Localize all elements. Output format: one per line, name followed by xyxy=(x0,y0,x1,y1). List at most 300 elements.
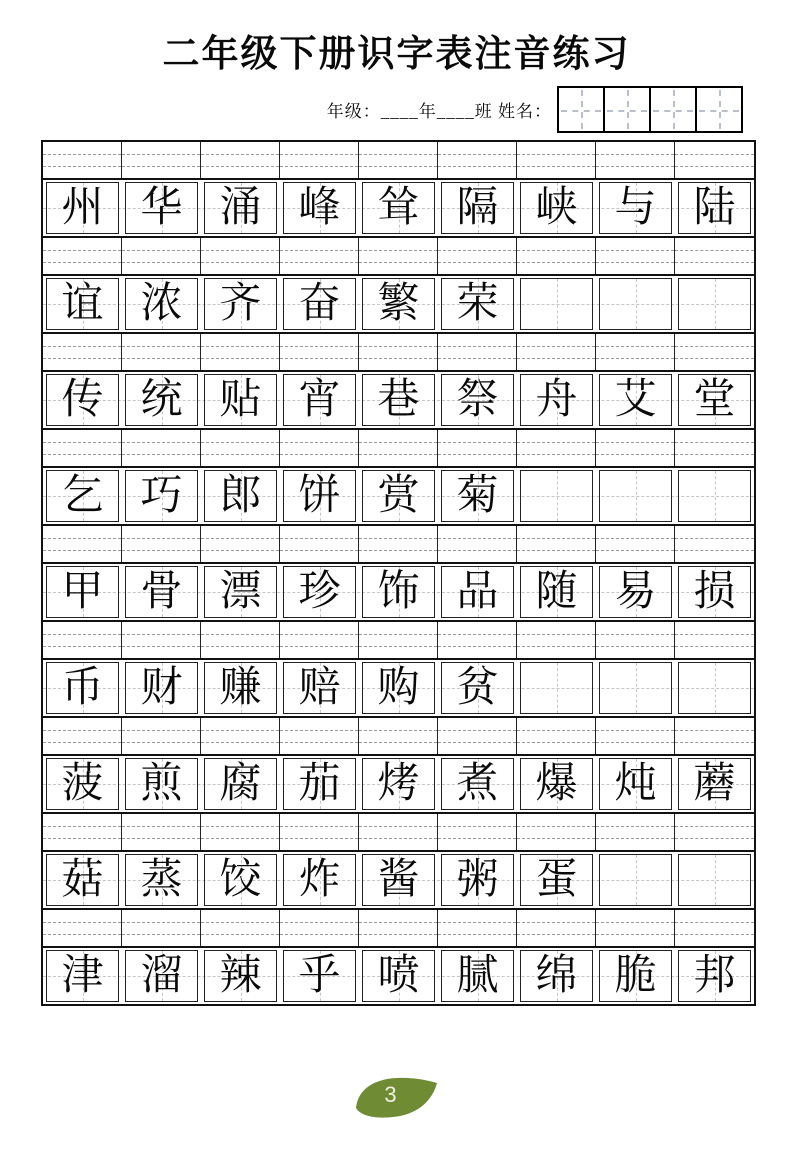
character-cell xyxy=(122,468,201,524)
tianzige-box xyxy=(283,278,356,330)
tianzige-box xyxy=(362,374,435,426)
character-glyph: 峡 xyxy=(535,184,578,231)
character-row xyxy=(43,466,754,526)
pinyin-cell xyxy=(438,622,517,658)
character-glyph: 腐 xyxy=(219,760,262,807)
pinyin-row xyxy=(43,334,754,370)
tianzige-box xyxy=(441,950,514,1002)
tianzige-box xyxy=(46,758,119,810)
pinyin-cell xyxy=(280,334,359,370)
pinyin-cell xyxy=(438,142,517,178)
pinyin-cell xyxy=(596,142,675,178)
character-glyph: 币 xyxy=(61,664,104,711)
tianzige-box-empty xyxy=(599,278,672,330)
tianzige-box xyxy=(599,950,672,1002)
character-cell xyxy=(43,564,122,620)
character-glyph: 蒸 xyxy=(140,856,183,903)
pinyin-cell xyxy=(43,718,122,754)
character-glyph: 易 xyxy=(614,568,657,615)
tianzige-box xyxy=(204,470,277,522)
tianzige-box xyxy=(520,950,593,1002)
pinyin-cell xyxy=(280,142,359,178)
character-cell xyxy=(675,468,754,524)
character-cell xyxy=(517,948,596,1004)
character-cell xyxy=(359,852,438,908)
character-cell xyxy=(675,660,754,716)
character-row xyxy=(43,754,754,814)
tianzige-box-empty xyxy=(678,470,751,522)
pinyin-cell xyxy=(517,622,596,658)
tianzige-box xyxy=(125,662,198,714)
pinyin-cell xyxy=(122,622,201,658)
pinyin-cell xyxy=(201,142,280,178)
tianzige-box-empty xyxy=(520,662,593,714)
pinyin-cell xyxy=(359,430,438,466)
tianzige-box xyxy=(599,758,672,810)
pinyin-cell xyxy=(280,526,359,562)
pinyin-cell xyxy=(43,142,122,178)
character-cell xyxy=(122,180,201,236)
pinyin-cell xyxy=(438,334,517,370)
tianzige-box-empty xyxy=(678,662,751,714)
tianzige-box xyxy=(204,758,277,810)
character-cell xyxy=(596,468,675,524)
tianzige-box xyxy=(678,758,751,810)
character-glyph: 陆 xyxy=(693,184,736,231)
character-glyph: 爆 xyxy=(535,760,578,807)
tianzige-box xyxy=(283,566,356,618)
pinyin-cell xyxy=(596,910,675,946)
tianzige-box xyxy=(520,854,593,906)
character-glyph: 巷 xyxy=(377,376,420,423)
pinyin-cell xyxy=(43,814,122,850)
tianzige-box xyxy=(599,374,672,426)
character-row xyxy=(43,274,754,334)
tianzige-box xyxy=(283,182,356,234)
pinyin-cell xyxy=(122,430,201,466)
character-row xyxy=(43,658,754,718)
character-glyph: 煮 xyxy=(456,760,499,807)
character-glyph: 舟 xyxy=(535,376,578,423)
pinyin-cell xyxy=(122,142,201,178)
character-cell xyxy=(280,660,359,716)
character-row xyxy=(43,562,754,622)
tianzige-box-empty xyxy=(678,278,751,330)
character-glyph: 漂 xyxy=(219,568,262,615)
tianzige-box xyxy=(46,566,119,618)
character-cell xyxy=(122,372,201,428)
tianzige-box xyxy=(441,854,514,906)
pinyin-cell xyxy=(438,814,517,850)
tianzige-box xyxy=(520,758,593,810)
pinyin-row xyxy=(43,910,754,946)
pinyin-cell xyxy=(201,430,280,466)
pinyin-row xyxy=(43,526,754,562)
character-cell xyxy=(438,756,517,812)
character-glyph: 损 xyxy=(693,568,736,615)
character-cell xyxy=(201,372,280,428)
pinyin-row xyxy=(43,142,754,178)
character-glyph: 珍 xyxy=(298,568,341,615)
pinyin-cell xyxy=(438,238,517,274)
character-cell xyxy=(280,756,359,812)
character-cell xyxy=(596,372,675,428)
pinyin-cell xyxy=(280,430,359,466)
pinyin-cell xyxy=(122,718,201,754)
tianzige-box xyxy=(204,950,277,1002)
tianzige-box xyxy=(125,758,198,810)
grade-class-name-label: 年级：____年____班 姓名： xyxy=(326,102,552,122)
pinyin-cell xyxy=(517,142,596,178)
character-cell xyxy=(122,948,201,1004)
character-glyph: 荣 xyxy=(456,280,499,327)
pinyin-cell xyxy=(201,334,280,370)
pinyin-cell xyxy=(122,334,201,370)
pinyin-cell xyxy=(359,334,438,370)
character-glyph: 购 xyxy=(377,664,420,711)
character-glyph: 耸 xyxy=(377,184,420,231)
pinyin-cell xyxy=(517,526,596,562)
page-title: 二年级下册识字表注音练习 xyxy=(162,34,631,75)
tianzige-box xyxy=(678,182,751,234)
character-glyph: 涌 xyxy=(219,184,262,231)
pinyin-cell xyxy=(596,814,675,850)
character-glyph: 贴 xyxy=(219,376,262,423)
character-cell xyxy=(438,468,517,524)
character-glyph: 贫 xyxy=(456,664,499,711)
pinyin-cell xyxy=(43,430,122,466)
pinyin-row xyxy=(43,430,754,466)
pinyin-cell xyxy=(596,526,675,562)
character-glyph: 奋 xyxy=(298,280,341,327)
character-cell xyxy=(280,564,359,620)
character-glyph: 繁 xyxy=(377,280,420,327)
character-cell xyxy=(201,468,280,524)
character-cell xyxy=(438,372,517,428)
character-glyph: 品 xyxy=(456,568,499,615)
character-glyph: 骨 xyxy=(140,568,183,615)
tianzige-box-empty xyxy=(678,854,751,906)
character-cell xyxy=(596,660,675,716)
tianzige-box xyxy=(283,950,356,1002)
tianzige-box xyxy=(441,278,514,330)
character-cell xyxy=(201,756,280,812)
character-glyph: 酱 xyxy=(377,856,420,903)
name-grid-cell xyxy=(559,88,603,131)
pinyin-cell xyxy=(201,238,280,274)
tianzige-box xyxy=(599,182,672,234)
pinyin-cell xyxy=(438,718,517,754)
tianzige-box-empty xyxy=(520,278,593,330)
character-glyph: 饺 xyxy=(219,856,262,903)
character-cell xyxy=(438,564,517,620)
pinyin-cell xyxy=(359,910,438,946)
tianzige-box xyxy=(678,950,751,1002)
character-cell xyxy=(201,276,280,332)
character-cell xyxy=(280,852,359,908)
tianzige-box xyxy=(125,566,198,618)
character-glyph: 乞 xyxy=(61,472,104,519)
character-glyph: 菇 xyxy=(61,856,104,903)
pinyin-cell xyxy=(43,622,122,658)
pinyin-cell xyxy=(596,718,675,754)
tianzige-box xyxy=(46,278,119,330)
tianzige-box xyxy=(46,470,119,522)
tianzige-box-empty xyxy=(520,470,593,522)
pinyin-cell xyxy=(359,622,438,658)
character-cell xyxy=(122,276,201,332)
tianzige-box xyxy=(362,566,435,618)
character-glyph: 隔 xyxy=(456,184,499,231)
character-cell xyxy=(517,756,596,812)
tianzige-box xyxy=(520,374,593,426)
character-cell xyxy=(359,180,438,236)
character-glyph: 溜 xyxy=(140,952,183,999)
character-cell xyxy=(201,564,280,620)
character-cell xyxy=(517,276,596,332)
character-cell xyxy=(43,660,122,716)
character-cell xyxy=(43,468,122,524)
character-glyph: 财 xyxy=(140,664,183,711)
pinyin-cell xyxy=(122,910,201,946)
character-glyph: 邦 xyxy=(693,952,736,999)
tianzige-box xyxy=(46,950,119,1002)
character-glyph: 赏 xyxy=(377,472,420,519)
pinyin-row xyxy=(43,814,754,850)
character-glyph: 饰 xyxy=(377,568,420,615)
character-glyph: 菊 xyxy=(456,472,499,519)
character-glyph: 谊 xyxy=(61,280,104,327)
character-cell xyxy=(675,852,754,908)
name-grid-cell xyxy=(695,88,741,131)
character-cell xyxy=(43,372,122,428)
character-cell xyxy=(596,756,675,812)
character-glyph: 绵 xyxy=(535,952,578,999)
tianzige-box xyxy=(204,278,277,330)
pinyin-cell xyxy=(438,526,517,562)
character-glyph: 炸 xyxy=(298,856,341,903)
tianzige-box xyxy=(283,470,356,522)
pinyin-cell xyxy=(517,910,596,946)
character-glyph: 蛋 xyxy=(535,856,578,903)
pinyin-cell xyxy=(517,334,596,370)
character-cell xyxy=(43,852,122,908)
pinyin-row xyxy=(43,718,754,754)
tianzige-box xyxy=(362,470,435,522)
character-glyph: 郎 xyxy=(219,472,262,519)
character-cell xyxy=(438,660,517,716)
character-glyph: 巧 xyxy=(140,472,183,519)
character-row xyxy=(43,370,754,430)
pinyin-cell xyxy=(280,238,359,274)
character-cell xyxy=(201,180,280,236)
pinyin-cell xyxy=(122,526,201,562)
character-glyph: 艾 xyxy=(614,376,657,423)
character-cell xyxy=(359,660,438,716)
character-cell xyxy=(359,756,438,812)
character-glyph: 炖 xyxy=(614,760,657,807)
character-cell xyxy=(122,756,201,812)
tianzige-box xyxy=(599,566,672,618)
tianzige-box xyxy=(204,566,277,618)
character-glyph: 州 xyxy=(61,184,104,231)
pinyin-row xyxy=(43,238,754,274)
character-glyph: 祭 xyxy=(456,376,499,423)
worksheet-table xyxy=(41,140,756,1006)
tianzige-box xyxy=(125,854,198,906)
character-cell xyxy=(359,468,438,524)
pinyin-cell xyxy=(675,526,754,562)
name-writing-grid xyxy=(557,86,743,133)
character-glyph: 腻 xyxy=(456,952,499,999)
character-row xyxy=(43,850,754,910)
pinyin-cell xyxy=(438,430,517,466)
character-glyph: 喷 xyxy=(377,952,420,999)
tianzige-box xyxy=(125,470,198,522)
character-cell xyxy=(596,852,675,908)
tianzige-box xyxy=(441,662,514,714)
tianzige-box xyxy=(46,854,119,906)
pinyin-cell xyxy=(122,238,201,274)
character-glyph: 赚 xyxy=(219,664,262,711)
character-cell xyxy=(517,468,596,524)
character-cell xyxy=(517,660,596,716)
tianzige-box xyxy=(283,662,356,714)
name-grid-cell xyxy=(603,88,649,131)
character-cell xyxy=(675,948,754,1004)
tianzige-box xyxy=(46,182,119,234)
character-cell xyxy=(201,852,280,908)
pinyin-cell xyxy=(596,622,675,658)
pinyin-cell xyxy=(596,430,675,466)
character-cell xyxy=(517,852,596,908)
pinyin-cell xyxy=(43,238,122,274)
character-cell xyxy=(43,948,122,1004)
pinyin-cell xyxy=(201,622,280,658)
character-glyph: 烤 xyxy=(377,760,420,807)
tianzige-box xyxy=(362,662,435,714)
pinyin-cell xyxy=(359,718,438,754)
character-glyph: 华 xyxy=(140,184,183,231)
pinyin-cell xyxy=(675,718,754,754)
character-cell xyxy=(675,372,754,428)
page-number: 3 xyxy=(384,1082,397,1107)
tianzige-box-empty xyxy=(599,662,672,714)
pinyin-cell xyxy=(675,334,754,370)
tianzige-box xyxy=(441,182,514,234)
tianzige-box xyxy=(362,854,435,906)
character-glyph: 脆 xyxy=(614,952,657,999)
character-cell xyxy=(438,276,517,332)
character-row xyxy=(43,946,754,1006)
tianzige-box xyxy=(283,758,356,810)
tianzige-box xyxy=(520,566,593,618)
tianzige-box xyxy=(46,374,119,426)
character-glyph: 统 xyxy=(140,376,183,423)
pinyin-cell xyxy=(359,142,438,178)
character-cell xyxy=(122,660,201,716)
character-glyph: 堂 xyxy=(693,376,736,423)
character-cell xyxy=(596,948,675,1004)
character-glyph: 粥 xyxy=(456,856,499,903)
character-cell xyxy=(675,756,754,812)
tianzige-box xyxy=(283,374,356,426)
character-cell xyxy=(201,660,280,716)
tianzige-box xyxy=(362,758,435,810)
tianzige-box xyxy=(362,182,435,234)
character-cell xyxy=(359,564,438,620)
pinyin-cell xyxy=(280,814,359,850)
character-cell xyxy=(122,564,201,620)
character-glyph: 菠 xyxy=(61,760,104,807)
character-cell xyxy=(438,948,517,1004)
character-cell xyxy=(438,180,517,236)
tianzige-box xyxy=(362,278,435,330)
character-cell xyxy=(280,372,359,428)
pinyin-cell xyxy=(438,910,517,946)
pinyin-cell xyxy=(596,334,675,370)
character-glyph: 津 xyxy=(61,952,104,999)
pinyin-cell xyxy=(675,622,754,658)
character-cell xyxy=(596,564,675,620)
footer xyxy=(0,1076,793,1122)
character-cell xyxy=(43,276,122,332)
character-cell xyxy=(517,564,596,620)
character-glyph: 随 xyxy=(535,568,578,615)
pinyin-cell xyxy=(201,910,280,946)
pinyin-cell xyxy=(675,142,754,178)
tianzige-box-empty xyxy=(599,470,672,522)
student-info-line xyxy=(0,86,743,134)
tianzige-box xyxy=(441,470,514,522)
character-cell xyxy=(43,180,122,236)
tianzige-box-empty xyxy=(599,854,672,906)
pinyin-cell xyxy=(280,910,359,946)
pinyin-cell xyxy=(596,238,675,274)
pinyin-cell xyxy=(201,718,280,754)
tianzige-box xyxy=(204,374,277,426)
pinyin-cell xyxy=(43,334,122,370)
tianzige-box xyxy=(520,182,593,234)
character-glyph: 煎 xyxy=(140,760,183,807)
pinyin-cell xyxy=(43,910,122,946)
tianzige-box xyxy=(204,662,277,714)
tianzige-box xyxy=(441,566,514,618)
pinyin-cell xyxy=(122,814,201,850)
character-cell xyxy=(359,276,438,332)
pinyin-cell xyxy=(201,526,280,562)
pinyin-cell xyxy=(675,238,754,274)
pinyin-row xyxy=(43,622,754,658)
character-cell xyxy=(280,180,359,236)
pinyin-cell xyxy=(517,814,596,850)
character-cell xyxy=(43,756,122,812)
pinyin-cell xyxy=(359,814,438,850)
tianzige-box xyxy=(204,182,277,234)
character-cell xyxy=(517,372,596,428)
character-glyph: 饼 xyxy=(298,472,341,519)
tianzige-box xyxy=(678,566,751,618)
pinyin-cell xyxy=(43,526,122,562)
character-glyph: 辣 xyxy=(219,952,262,999)
tianzige-box xyxy=(678,374,751,426)
tianzige-box xyxy=(46,662,119,714)
character-glyph: 宵 xyxy=(298,376,341,423)
pinyin-cell xyxy=(675,910,754,946)
character-cell xyxy=(517,180,596,236)
character-cell xyxy=(359,372,438,428)
character-glyph: 峰 xyxy=(298,184,341,231)
